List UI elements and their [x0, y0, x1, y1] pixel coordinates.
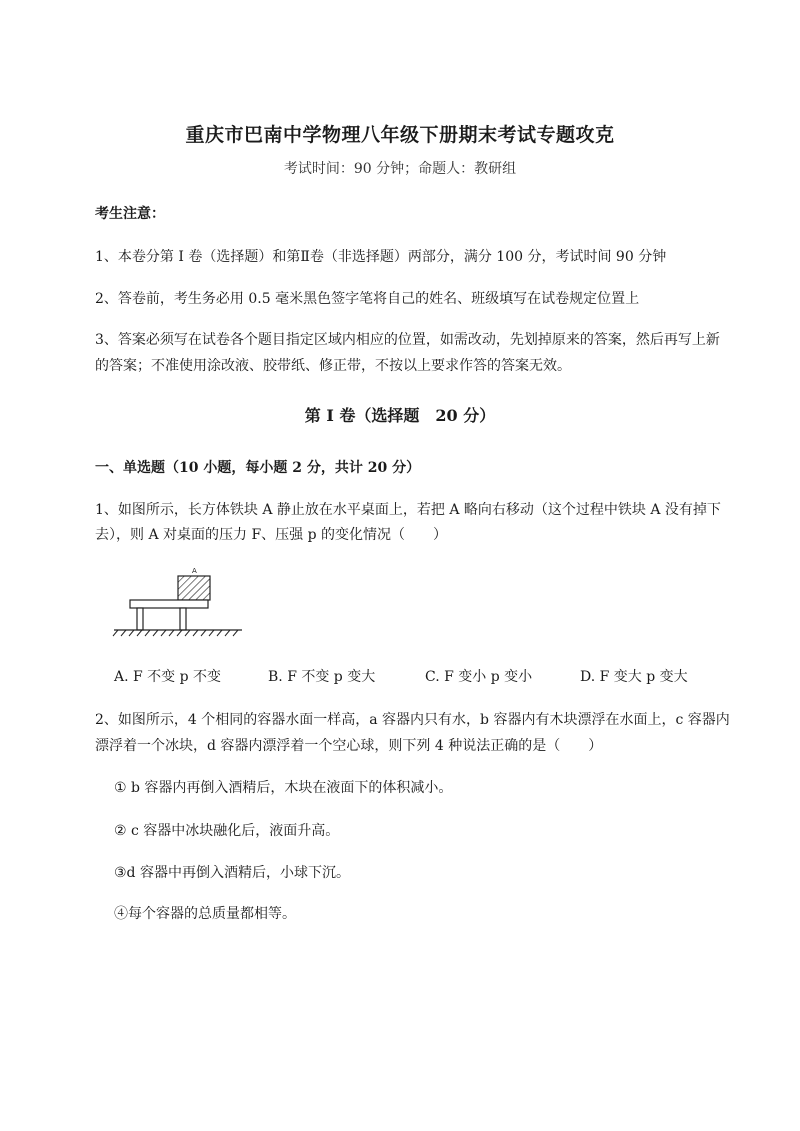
notice-item: 1、本卷分第 I 卷（选择题）和第Ⅱ卷（非选择题）两部分，满分 100 分，考试时间 90 分钟 [95, 249, 667, 265]
ground [113, 630, 242, 636]
statement-item: ③d 容器中再倒入酒精后，小球下沉。 [114, 865, 350, 881]
table [130, 600, 208, 630]
answer-option-a[interactable]: A. F 不变 p 不变 [114, 669, 222, 685]
notice-item: 的答案；不准使用涂改液、胶带纸、修正带，不按以上要求作答的答案无效。 [95, 358, 571, 374]
question-1-line: 去），则 A 对桌面的压力 F、压强 p 的变化情况（ ） [95, 527, 448, 543]
notice-item: 3、答案必须写在试卷各个题目指定区域内相应的位置，如需改动，先划掉原来的答案，然后再写上新 [95, 332, 720, 348]
part-heading: 一、单选题（10 小题，每小题 2 分，共计 20 分） [95, 460, 421, 476]
question-1-line: 1、如图所示，长方体铁块 A 静止放在水平桌面上，若把 A 略向右移动（这个过程中铁块 A 没有掉下 [95, 502, 721, 518]
block-on-table-figure [110, 565, 250, 640]
statement-item: ① b 容器内再倒入酒精后，木块在液面下的体积减小。 [114, 780, 453, 796]
exam-info: 考试时间：90 分钟；命题人：教研组 [283, 161, 517, 177]
answer-option-b[interactable]: B. F 不变 p 变大 [268, 669, 376, 685]
iron-block-a [178, 576, 210, 600]
page-title: 重庆市巴南中学物理八年级下册期末考试专题攻克 [185, 124, 615, 146]
question-2-line: 漂浮着一个冰块，d 容器内漂浮着一个空心球，则下列 4 种说法正确的是（ ） [95, 738, 603, 754]
section-title: 第 I 卷（选择题 20 分） [304, 406, 496, 425]
notice-item: 2、答卷前，考生务必用 0.5 毫米黑色签字笔将自己的姓名、班级填写在试卷规定位置上 [95, 291, 640, 307]
statement-item: ④每个容器的总质量都相等。 [114, 906, 296, 922]
block-label: A [192, 567, 197, 575]
answer-option-d[interactable]: D. F 变大 p 变大 [580, 669, 688, 685]
statement-item: ② c 容器中冰块融化后，液面升高。 [114, 823, 340, 839]
answer-option-c[interactable]: C. F 变小 p 变小 [425, 669, 533, 685]
question-2-line: 2、如图所示，4 个相同的容器水面一样高，a 容器内只有水，b 容器内有木块漂浮在水面上，c 容器内 [95, 712, 730, 728]
notice-heading: 考生注意： [95, 206, 165, 222]
